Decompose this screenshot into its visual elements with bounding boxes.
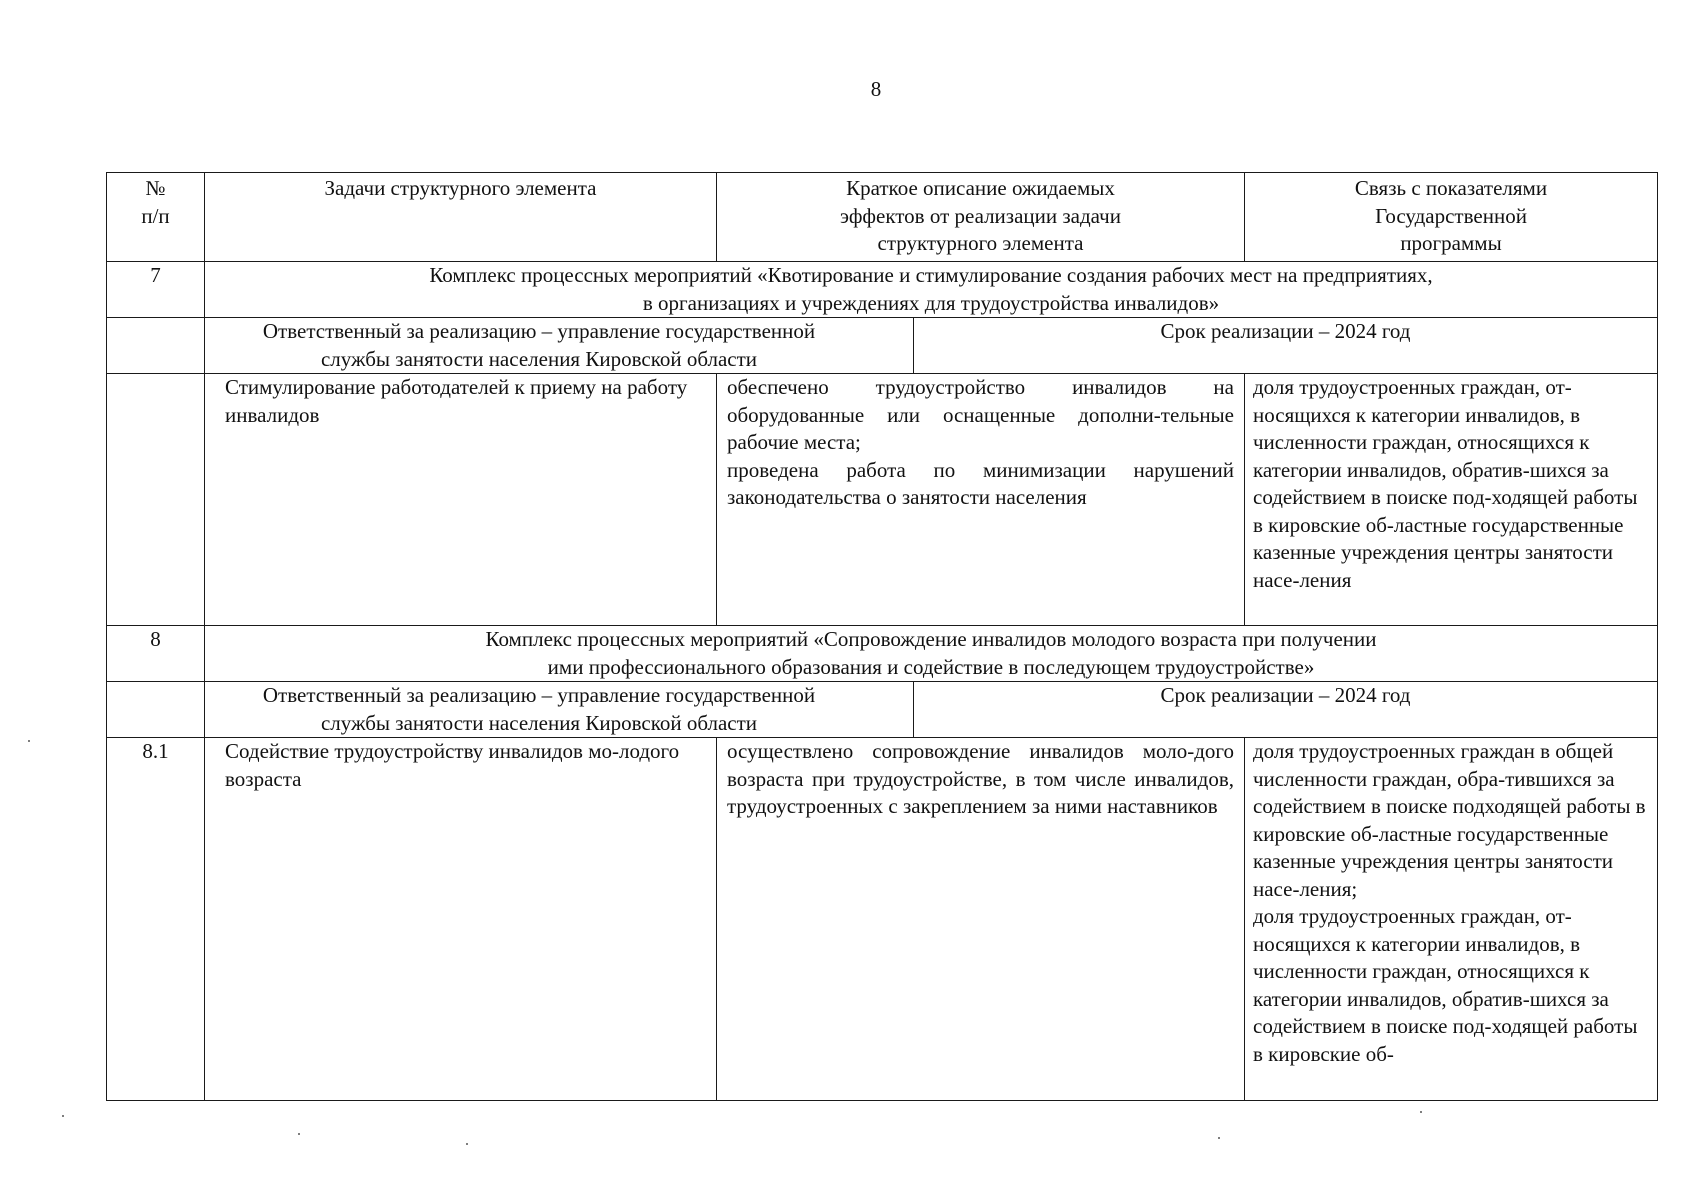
scan-speck (1420, 1111, 1422, 1113)
scan-speck (466, 1143, 468, 1145)
header-tasks: Задачи структурного элемента (205, 173, 717, 262)
table-row (107, 374, 1658, 626)
section-title-row (107, 262, 1658, 318)
term-text: Срок реализации – 2024 год (914, 682, 1658, 738)
structural-elements-table (106, 172, 1658, 1101)
section-number: 7 (107, 262, 205, 318)
section-responsible-row (107, 318, 1658, 374)
scan-speck (1218, 1137, 1220, 1139)
effect-cell: обеспечено трудоустройство инвалидов на оборудованные или оснащенные дополни-тельные рабочие места; проведена работа по минимизации нарушений законодательства о занятости населения (717, 374, 1245, 626)
table-row (107, 738, 1658, 1101)
header-links: Связь с показателями Государственной программы (1245, 173, 1658, 262)
section-title: Комплекс процессных мероприятий «Квотирование и стимулирование создания рабочих мест на предприятиях, в организациях и учреждениях для трудоустройства инвалидов» (205, 262, 1658, 318)
scan-speck (62, 1115, 64, 1117)
row-number (107, 374, 205, 626)
task-cell: Стимулирование работодателей к приему на работу инвалидов (205, 374, 717, 626)
table-header-row (107, 173, 1658, 262)
indicator-link-cell: доля трудоустроенных граждан, от-носящихся к категории инвалидов, в численности граждан, относящихся к категории инвалидов, обратив-шихся за содействием в поиске под-ходящей работы в кировские об-ластные государственные казенные учреждения центры занятости насе-ления (1245, 374, 1658, 626)
section-number: 8 (107, 626, 205, 682)
term-text: Срок реализации – 2024 год (914, 318, 1658, 374)
section-title: Комплекс процессных мероприятий «Сопровождение инвалидов молодого возраста при получении ими профессионального образования и содействие в последующем трудоустройстве» (205, 626, 1658, 682)
page-number: 8 (870, 77, 882, 101)
scan-speck (28, 740, 30, 742)
header-number: № п/п (107, 173, 205, 262)
row-number: 8.1 (107, 738, 205, 1101)
responsible-text: Ответственный за реализацию – управление государственной службы занятости населения Кировской области (205, 318, 914, 374)
responsible-text: Ответственный за реализацию – управление государственной службы занятости населения Кировской области (205, 682, 914, 738)
indicator-link-cell: доля трудоустроенных граждан в общей численности граждан, обра-тившихся за содействием в поиске подходящей работы в кировские об-ластные государственные казенные учреждения центры занятости насе-ления; доля трудоустроенных граждан, от-носящихся к категории инвалидов, в численности граждан, относящихся к категории инвалидов, обратив-шихся за содействием в поиске под-ходящей работы в кировские об- (1245, 738, 1658, 1101)
empty-number-cell (107, 318, 205, 374)
task-cell: Содействие трудоустройству инвалидов мо-лодого возраста (205, 738, 717, 1101)
header-effects: Краткое описание ожидаемых эффектов от реализации задачи структурного элемента (717, 173, 1245, 262)
empty-number-cell (107, 682, 205, 738)
section-responsible-row (107, 682, 1658, 738)
scan-speck (298, 1133, 300, 1135)
effect-cell: осуществлено сопровождение инвалидов моло-дого возраста при трудоустройстве, в том числе инвалидов, трудоустроенных с закреплением за ними наставников (717, 738, 1245, 1101)
section-title-row (107, 626, 1658, 682)
